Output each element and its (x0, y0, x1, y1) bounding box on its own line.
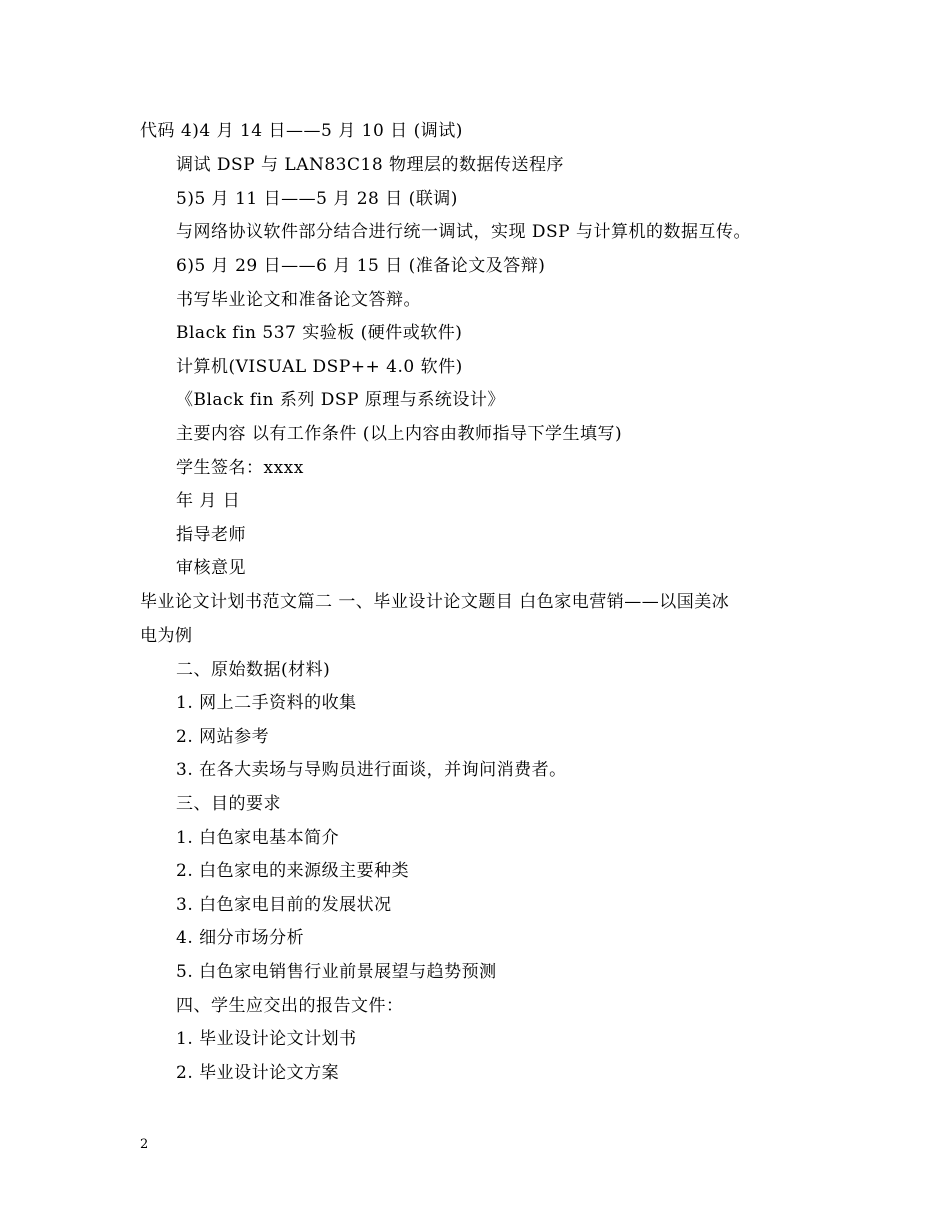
text-line: 二、原始数据(材料) (176, 660, 331, 680)
text-line: 6)5 月 29 日——6 月 15 日 (准备论文及答辩) (176, 256, 546, 276)
list-item: 2. 毕业设计论文方案 (176, 1063, 340, 1083)
list-item: 3. 在各大卖场与导购员进行面谈，并询问消费者。 (176, 760, 567, 780)
text-line: 主要内容 以有工作条件 (以上内容由教师指导下学生填写) (176, 424, 623, 444)
list-item: 3. 白色家电目前的发展状况 (176, 895, 392, 915)
list-item: 1. 毕业设计论文计划书 (176, 1029, 357, 1049)
text-line: 代码 4)4 月 14 日——5 月 10 日 (调试) (140, 121, 463, 141)
list-item: 4. 细分市场分析 (176, 928, 305, 948)
text-line: 指导老师 (176, 525, 246, 545)
list-item: 2. 白色家电的来源级主要种类 (176, 861, 410, 881)
list-item: 2. 网站参考 (176, 727, 270, 747)
text-line: 5)5 月 11 日——5 月 28 日 (联调) (176, 189, 458, 209)
text-line: 三、目的要求 (176, 794, 281, 814)
section-heading-line: 毕业论文计划书范文篇二 一、毕业设计论文题目 白色家电营销——以国美冰 (140, 592, 730, 612)
text-line: 计算机(VISUAL DSP++ 4.0 软件) (176, 357, 463, 377)
text-line: 调试 DSP 与 LAN83C18 物理层的数据传送程序 (176, 155, 565, 175)
list-item: 5. 白色家电销售行业前景展望与趋势预测 (176, 962, 497, 982)
text-line: 审核意见 (176, 558, 246, 578)
text-line: Black fin 537 实验板 (硬件或软件) (176, 323, 463, 343)
page-number: 2 (140, 1137, 149, 1152)
text-line: 四、学生应交出的报告文件： (176, 996, 404, 1016)
text-line: 学生签名：xxxx (176, 458, 304, 478)
text-line: 《Black fin 系列 DSP 原理与系统设计》 (176, 390, 505, 410)
text-line: 与网络协议软件部分结合进行统一调试，实现 DSP 与计算机的数据互传。 (176, 222, 752, 242)
text-line: 年 月 日 (176, 491, 241, 511)
list-item: 1. 白色家电基本简介 (176, 828, 340, 848)
list-item: 1. 网上二手资料的收集 (176, 693, 357, 713)
text-line: 书写毕业论文和准备论文答辩。 (176, 290, 421, 310)
text-line: 电为例 (140, 626, 193, 646)
